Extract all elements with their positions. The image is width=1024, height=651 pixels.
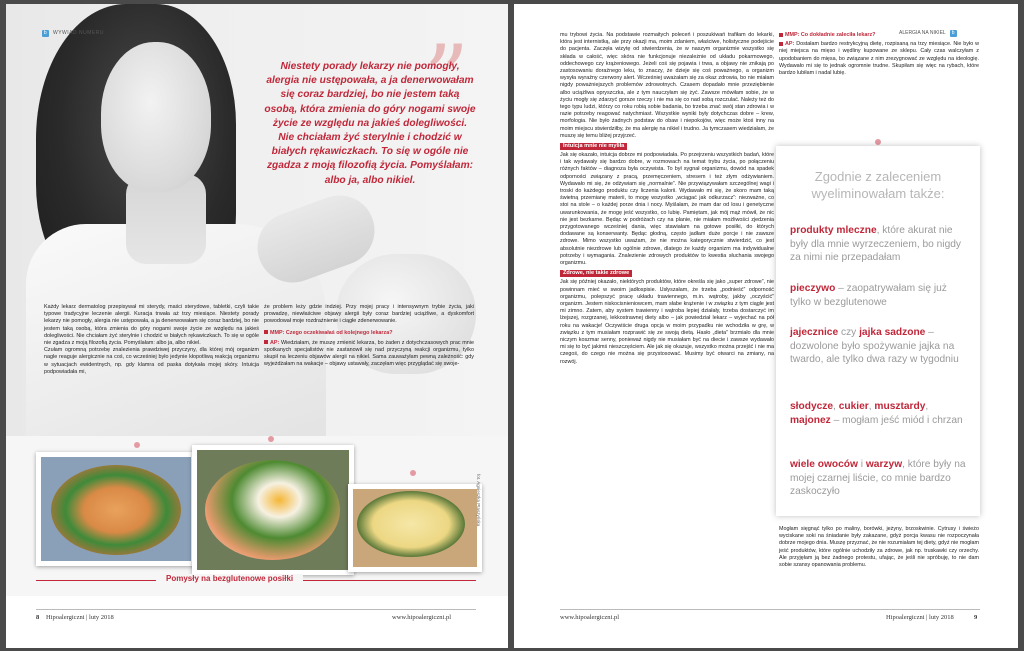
item-keyword: jajecznice bbox=[790, 327, 839, 338]
right-column-bottom: Mogłam sięgnąć tylko po maliny, borówki, jeżyny, brzoskwinie. Cytrusy i świeżo wyciskane soki na śniadanie były zakazane, gdyż porcja kwasu nie rozpoczynała dobrze mojego dnia. Muszę przyznać, że nie rozumiałam tej diety, gdyż nie mogłam jeść produktów, które ogólnie uchodziły za zdrowe, jak np. truskawki czy orzechy. Ale przyjęłam ją bez żadnego protestu, ufając, że jeśli nie spróbuję, to nie dam sobie szansy opanowania problemu. bbox=[779, 526, 979, 569]
page-number: 8 bbox=[36, 614, 40, 621]
square-badge-icon: b bbox=[43, 30, 48, 36]
item-text: , bbox=[833, 401, 839, 412]
item-text: , bbox=[868, 401, 875, 412]
photo-face bbox=[101, 42, 211, 192]
item-text: , bbox=[925, 401, 929, 412]
left-column-2 bbox=[264, 304, 474, 369]
item-keyword: produkty mleczne bbox=[790, 225, 877, 236]
square-bullet-icon bbox=[779, 33, 783, 37]
sidebar-item bbox=[790, 282, 968, 309]
right-column-2 bbox=[779, 32, 979, 77]
footer-title: Hipoalergiczni | luty 2018 bbox=[886, 614, 954, 621]
pin-dot-icon bbox=[134, 442, 140, 448]
sidebar-item bbox=[790, 400, 968, 427]
interview-answer bbox=[264, 340, 474, 369]
interview-answer bbox=[779, 41, 979, 77]
pull-quote: Niestety porady lekarzy nie pomogły, alergia nie ustępowała, a ja denerwowałam się coraz bardziej, bo nie jestem taką osobą, która zmienia do góry nogami swoje życie ze względu na jakieś dolegliwości. Nie chciałam żyć sterylnie i chodzić w białych rękawiczkach. To się w ogóle nie zgadza z moją filozofią życia. Pomyślałam: albo ja, albo nikiel. bbox=[264, 61, 476, 186]
paragraph: Jak się później okazało, niektórych produktów, które określa się jako „super zdrowe”, nie powinnam mieć w swoim jadłospisie. Usłyszałam, że trzeba „podnieść” odporność organizmu, polepszyć pracę układu trawiennego, m.in. wątroby, jakby „oczyścić” organizm. Jestem niskocisnieniowcem, mam słabe krążenie i w związku z tym ciągle jest mi zimno. Zatem, aby system trawienny i wątroba lepiej działały, trzeba dostarczyć im lżejszej, rozgrzanej, lekkostrawnej diety albo – jak powiedział lekarz – wyjechać na pół roku na wakacje! Oczywiście druga opcja w moim przypadku nie wchodziła w grę, w związku z tym musiałam rozprawić się ze swoją dietą. Hasło „dieta” brzmiało dla mnie niczym koszmar senny, ponieważ nigdy nie musiałam być na diecie i zawsze wydawało mi się to być jakimś nieszczęściem. Ale jak się okazuje, wszystko można przejść i nie ma czegoś, do czego nie można się przystosować. Musimy być otwarci na zmiany, na rozwój. bbox=[560, 279, 774, 365]
item-text: , które akurat nie były dla mnie wyrzeczeniem, bo nigdy za nimi nie przepadałam bbox=[790, 225, 961, 263]
pin-dot-icon bbox=[875, 139, 881, 145]
item-keyword: wiele owoców bbox=[790, 459, 858, 470]
right-column-1 bbox=[560, 32, 774, 366]
sidebar-item bbox=[790, 458, 968, 499]
pin-dot-icon bbox=[268, 436, 274, 442]
footer-url: www.hipoalergiczni.pl bbox=[392, 614, 452, 621]
section-heading: Zdrowe, nie takie zdrowe bbox=[560, 270, 632, 277]
food-photo-egg bbox=[192, 445, 354, 575]
paragraph: Jak się okazało, intuicja dobrze mi podpowiadała. Po przejrzeniu wszystkich badań, które i tak wydawały się bardzo dobre, w rozmowach na temat trybu życia, po połączeniu różnych faktów – diagnoza była oczywista. To był sygnał organizmu, dowód na spadek odporności związany z pracą, przemęczeniem, stresem i też złym odżywianiem. Wydawało mi się, że odżywiam się „normalnie”. Nie przywiązywałam szczególnej wagi i troski do każdego produktu czy liczenia kalorii. Wydawało mi się, że skoro mam taką świetną przemianę materii, to mogę wszystko „wciągać jak odkurzacz”: niezważne, co stoi na stole – o każdej porze dnia i nocy. Myślałam, że mam dar od losu i genetyczne uwarunkowania, że mogę jeść wszystko, co lubię. Pamiętam, jak mój mąż mówił, że nic nie jest bezkarne. Będąc w podróżach czy na planie, nie miałam możliwości zjedzenia przygotowanego wcześniej dania, więc stawiałam na gotowe posiłki, do których dodawane są konserwanty. Będąc głodną, często jadłam duże porcje i nie zawsze zdrowe. Mimo wszystko uważam, że nie można kategorycznie stwierdzić, co jest absolutnie niezdrowe lub ogólnie zdrowe, dlatego że każdy organizm ma indywidualne potrzeby i wymagania. Znalezienie zdrowych produktów to kwestia słuchania swojego organizmu. bbox=[560, 152, 774, 267]
section-header-label: ALERGIA NA NIKIEL bbox=[899, 30, 946, 36]
square-bullet-icon bbox=[264, 330, 268, 334]
paragraph: że problem leży gdzie indziej. Przy mojej pracy i intensywnym trybie życia, jaki prowadzę, niewłaściwe objawy alergii były coraz bardziej uciążliwe, a dyskomfort powodował moje rozdrażnienie i ciągłe zdenerwowanie. bbox=[264, 304, 474, 325]
item-text: czy bbox=[838, 327, 860, 338]
item-keyword: jajka sadzone bbox=[859, 327, 926, 338]
item-keyword: słodycze bbox=[790, 401, 834, 412]
interview-question bbox=[779, 32, 979, 39]
item-text: – mogłam jeść miód i chrzan bbox=[830, 414, 963, 426]
answer-prefix: AP: bbox=[785, 41, 797, 48]
paragraph: mu trybowi życia. Na podstawie rozmaitych poleceń i poszukiwań trafiłam do lekarki, która jest internistką, ale przy okazji ma, moim zdaniem, właściwe, holistyczne podejście do pacjenta. Zaczęła wizytę od stwierdzenia, że w naszym organizmie wszystko się składa w całość, więc skóra nie funkcjonuje niezależnie od układu pokarmowego, oddechowego czy krążeniowego. Jeżeli coś się pojawia i trwa, a objawy nie znikają po zastosowaniu doraźnego leku, to znaczy, że dzieje się coś poważnego, a organizm wysyła wyraźny czerwony alert. Wcześniej uważałam się za okaz zdrowia, bo nie miałam nigdy poważniejszych problemów zdrowotnych. Czasem dopadało mnie przeziębienie albo uciążliwa opryszczka, ale z tym nauczyłam się żyć. Zawsze mówiłam sobie, że w życiu mogły się zdarzyć gorsze rzeczy i nie ma się co nad sobą rozczulać. Należy też do tego typu ludzi, którzy co roku robią sobie badania, bo trzeba znać swój stan zdrowia i w razie potrzeby reagować natychmiast. Wszystkie wyniki były dotychczas dobre – krew, morfologia. Nie było żadnych podstaw do obaw i niepokojów, więc może ktoś inny na moim miejscu stwierdziłby, że ma alergię na nikiel i trudno. Ja tymczasem wiedziałam, że muszę się temu bliżej przyjrzeć. bbox=[560, 32, 774, 139]
item-keyword: pieczywo bbox=[790, 283, 836, 294]
section-header bbox=[42, 30, 104, 37]
square-badge-icon: b bbox=[950, 30, 957, 37]
section-heading: Intuicja mnie nie myliła bbox=[560, 143, 627, 150]
interview-question bbox=[264, 330, 474, 337]
paragraph: Każdy lekarz dermatolog przepisywał mi sterydy, maści sterydowe, tabletki, czyli takie typowe tradycyjne leczenie alergii. Kuracja trwała aż trzy miesiące. Niestety porady lekarzy nie pomogły, alergia nie ustępowała, a ja denerwowałam się coraz bardziej, bo nie jestem taką osobą, która zmienia do góry nogami swoje życie ze względu na jakieś dolegliwości. Nie chciałam żyć sterylnie i chodzić w białych rękawiczkach. To się w ogóle nie zgadza z moją filozofią życia. Pomyślałam: albo ja, albo nikiel. bbox=[44, 304, 259, 347]
band-caption: Pomysły na bezglutenowe posiłki bbox=[156, 574, 303, 583]
quote-mark-icon: ” bbox=[424, 26, 469, 129]
sidebar-item bbox=[790, 224, 968, 265]
item-keyword: warzyw bbox=[865, 459, 903, 470]
square-bullet-icon bbox=[264, 340, 268, 344]
item-text: – dozwolone było spożywanie jajka na twardo, ale tylko dwa razy w tygodniu bbox=[790, 327, 959, 365]
square-bullet-icon bbox=[779, 42, 783, 46]
answer-text: Dostałam bardzo restrykcyjną dietę, rozpisaną na trzy miesiące. Nie było w niej miejsca na mięso i wędliny kupowane ze sklepu. Cały czas walczyłam z upodobaniem do mięsa, bo związane z nim zrezygnować ze względu na ideologię. Wydawało mi się to jednak ogromnie trudne. Skupiłam się więc na rybach, które bardzo lubiłam i nadal lubię. bbox=[779, 41, 979, 77]
question-text: MMP: Czego oczekiwałaś od kolejnego lekarza? bbox=[270, 329, 393, 336]
left-column-1 bbox=[44, 304, 259, 376]
item-keyword: cukier bbox=[838, 401, 869, 412]
page-number: 9 bbox=[974, 614, 978, 621]
pin-dot-icon bbox=[410, 470, 416, 476]
food-photo-salad bbox=[36, 452, 196, 566]
right-page bbox=[514, 4, 1018, 648]
answer-prefix: AP: bbox=[270, 339, 281, 346]
item-text: – zaopatrywałam się już tylko w bezglutenowe bbox=[790, 283, 947, 308]
item-keyword: majonez bbox=[790, 414, 831, 426]
food-photo-omelette bbox=[348, 484, 482, 572]
left-page bbox=[6, 4, 508, 648]
sidebar-item bbox=[790, 326, 968, 367]
diet-sidebar bbox=[776, 146, 980, 516]
section-header-label: WYWIAD NUMERU bbox=[53, 30, 104, 36]
footer-rule bbox=[560, 609, 980, 610]
item-text: , które były na mojej czarnej liście, co mnie bardzo zaskoczyło bbox=[790, 459, 966, 497]
photo-credit: fot. Agnieszka Ptaszyńska bbox=[476, 474, 481, 527]
item-text: i bbox=[857, 459, 866, 470]
item-keyword: musztardy bbox=[874, 401, 926, 412]
answer-text: Wiedziałam, że muszę zmienić lekarza, bo żaden z dotychczasowych prac mnie spotkanych specjalistów nie zastanowił się nad przyczyną reakcji organizmu, tylko skupił na leczeniu objawów alergii na nikiel. Sama zauważyłam pewną zależność: gdy wyjeżdżałam na wakacje – objawy ustawały, zaczęłam więc przyglądać się swoje- bbox=[264, 339, 474, 368]
sidebar-title: Zgodnie z zaleceniem wyeliminowałam także: bbox=[811, 169, 945, 201]
footer-title: Hipoalergiczni | luty 2018 bbox=[46, 614, 114, 621]
footer-url: www.hipoalergiczni.pl bbox=[560, 614, 620, 621]
egg-plate bbox=[205, 460, 340, 560]
footer-rule bbox=[36, 609, 476, 610]
omelette-plate bbox=[357, 491, 465, 557]
question-text: MMP: Co dokładnie zaleciła lekarz? bbox=[785, 32, 876, 38]
paragraph: Czułam ogromną potrzebę znalezienia prawdziwej przyczyny, dla której mój organizm nagle reaguje alergicznie na coś, co wcześniej było jedynie kłopotliwą reakcją organizmu w sytuacjach ewidentnych, np. gdy klamra od paska dotykała mojej skóry. Intuicja podpowiadała mi, bbox=[44, 347, 259, 375]
salad-plate bbox=[51, 465, 181, 555]
